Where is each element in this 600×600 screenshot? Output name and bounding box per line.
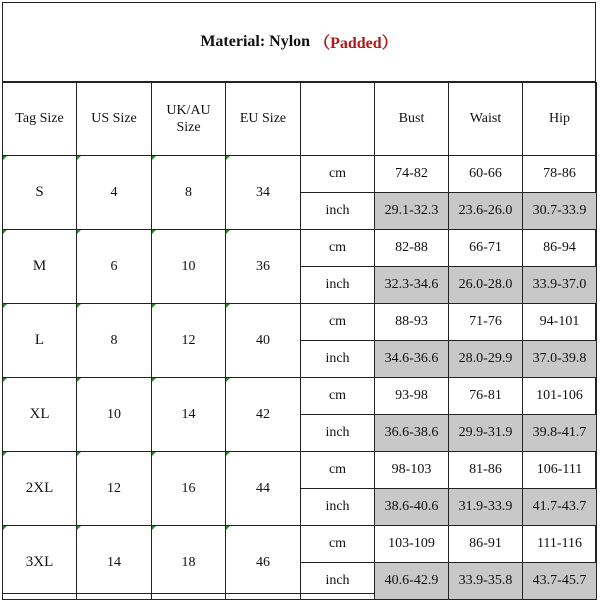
tag-size-cell: XL <box>3 378 77 452</box>
size-rows <box>3 156 597 600</box>
hip-cm-cell: 94-101 <box>523 304 597 341</box>
waist-cm-cell: 81-86 <box>449 452 523 489</box>
bust-cm-cell: 82-88 <box>375 230 449 267</box>
waist-inch-cell: 26.0-28.0 <box>449 267 523 304</box>
header-bust: Bust <box>375 83 449 156</box>
tag-size-cell: L <box>3 304 77 378</box>
bust-inch-cell: 36.6-38.6 <box>375 415 449 452</box>
waist-cm-cell: 76-81 <box>449 378 523 415</box>
waist-cm-cell: 60-66 <box>449 156 523 193</box>
uk-au-size-cell: 12 <box>152 304 226 378</box>
unit-cm-label: cm <box>301 230 375 267</box>
title-padded: （Padded） <box>314 35 398 52</box>
unit-inch-label: inch <box>301 415 375 452</box>
uk-au-size-cell: 18 <box>152 526 226 600</box>
unit-inch-label: inch <box>301 193 375 230</box>
hip-inch-cell: 30.7-33.9 <box>523 193 597 230</box>
bust-inch-cell: 38.6-40.6 <box>375 489 449 526</box>
waist-cm-cell: 66-71 <box>449 230 523 267</box>
tag-size-cell: M <box>3 230 77 304</box>
eu-size-cell: 46 <box>226 526 301 600</box>
hip-inch-cell: 33.9-37.0 <box>523 267 597 304</box>
hip-cm-cell: 111-116 <box>523 526 597 563</box>
bust-inch-cell: 32.3-34.6 <box>375 267 449 304</box>
waist-inch-cell: 33.9-35.8 <box>449 563 523 600</box>
bust-cm-cell: 103-109 <box>375 526 449 563</box>
size-row-cm <box>3 156 597 193</box>
header-tag-size: Tag Size <box>3 83 77 156</box>
tag-size-cell: S <box>3 156 77 230</box>
hip-cm-cell: 106-111 <box>523 452 597 489</box>
eu-size-cell: 34 <box>226 156 301 230</box>
hip-inch-cell: 41.7-43.7 <box>523 489 597 526</box>
us-size-cell: 6 <box>77 230 152 304</box>
hip-inch-cell: 43.7-45.7 <box>523 563 597 600</box>
unit-inch-label: inch <box>301 489 375 526</box>
hip-inch-cell: 39.8-41.7 <box>523 415 597 452</box>
us-size-cell: 4 <box>77 156 152 230</box>
unit-inch-label: inch <box>301 267 375 304</box>
bust-inch-cell: 29.1-32.3 <box>375 193 449 230</box>
unit-cm-label: cm <box>301 452 375 489</box>
waist-cm-cell: 71-76 <box>449 304 523 341</box>
waist-inch-cell: 29.9-31.9 <box>449 415 523 452</box>
header-row <box>3 83 597 156</box>
bust-inch-cell: 40.6-42.9 <box>375 563 449 600</box>
hip-cm-cell: 78-86 <box>523 156 597 193</box>
eu-size-cell: 36 <box>226 230 301 304</box>
unit-cm-label: cm <box>301 526 375 563</box>
unit-inch-label: inch <box>301 341 375 378</box>
unit-inch-label: inch <box>301 563 375 600</box>
header-us-size: US Size <box>77 83 152 156</box>
bust-cm-cell: 74-82 <box>375 156 449 193</box>
hip-cm-cell: 86-94 <box>523 230 597 267</box>
chart-title <box>2 2 596 82</box>
eu-size-cell: 40 <box>226 304 301 378</box>
waist-inch-cell: 31.9-33.9 <box>449 489 523 526</box>
bust-inch-cell: 34.6-36.6 <box>375 341 449 378</box>
us-size-cell: 12 <box>77 452 152 526</box>
size-table <box>2 82 597 600</box>
bust-cm-cell: 88-93 <box>375 304 449 341</box>
eu-size-cell: 42 <box>226 378 301 452</box>
waist-inch-cell: 28.0-29.9 <box>449 341 523 378</box>
eu-size-cell: 44 <box>226 452 301 526</box>
header-hip: Hip <box>523 83 597 156</box>
uk-au-size-cell: 10 <box>152 230 226 304</box>
size-row-cm <box>3 526 597 563</box>
bust-cm-cell: 93-98 <box>375 378 449 415</box>
header-unit <box>301 83 375 156</box>
uk-au-size-cell: 16 <box>152 452 226 526</box>
hip-inch-cell: 37.0-39.8 <box>523 341 597 378</box>
uk-au-size-cell: 8 <box>152 156 226 230</box>
hip-cm-cell: 101-106 <box>523 378 597 415</box>
uk-au-size-cell: 14 <box>152 378 226 452</box>
size-row-cm <box>3 378 597 415</box>
tag-size-cell: 2XL <box>3 452 77 526</box>
us-size-cell: 10 <box>77 378 152 452</box>
unit-cm-label: cm <box>301 304 375 341</box>
size-row-cm <box>3 452 597 489</box>
size-row-cm <box>3 304 597 341</box>
bust-cm-cell: 98-103 <box>375 452 449 489</box>
unit-cm-label: cm <box>301 156 375 193</box>
us-size-cell: 14 <box>77 526 152 600</box>
header-uk-au-size: UK/AU Size <box>152 83 226 156</box>
size-row-cm <box>3 230 597 267</box>
title-material: Material: Nylon <box>200 32 311 50</box>
tag-size-cell: 3XL <box>3 526 77 600</box>
waist-inch-cell: 23.6-26.0 <box>449 193 523 230</box>
waist-cm-cell: 86-91 <box>449 526 523 563</box>
header-waist: Waist <box>449 83 523 156</box>
header-eu-size: EU Size <box>226 83 301 156</box>
unit-cm-label: cm <box>301 378 375 415</box>
us-size-cell: 8 <box>77 304 152 378</box>
